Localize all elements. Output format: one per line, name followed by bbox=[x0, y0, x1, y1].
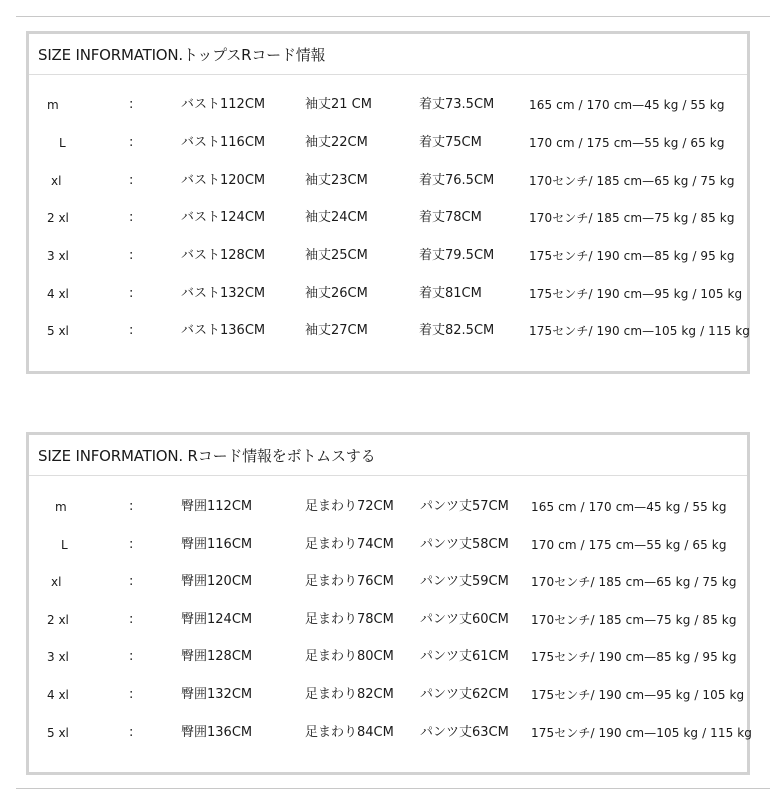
fit-range: 170 cm / 175 cm—55 kg / 65 kg bbox=[531, 538, 727, 552]
length-value: 着丈81CM bbox=[419, 286, 482, 301]
fit-range: 170センチ/ 185 cm—65 kg / 75 kg bbox=[529, 174, 735, 188]
size-label: 5 xl bbox=[47, 324, 69, 338]
bust-value: バスト116CM bbox=[181, 135, 266, 150]
tops-panel-title: SIZE INFORMATION.トップスRコード情報 bbox=[38, 46, 326, 64]
separator: : bbox=[129, 173, 134, 188]
table-row bbox=[29, 610, 747, 630]
separator: : bbox=[129, 135, 134, 150]
size-label: xl bbox=[51, 575, 62, 589]
hip-value: 臀囲116CM bbox=[181, 537, 253, 552]
sleeve-value: 袖丈25CM bbox=[305, 248, 368, 263]
inseam-value: パンツ丈60CM bbox=[420, 612, 509, 627]
separator: : bbox=[129, 97, 134, 112]
size-label: 3 xl bbox=[47, 650, 69, 664]
size-label: 4 xl bbox=[47, 688, 69, 702]
inseam-value: パンツ丈62CM bbox=[420, 687, 509, 702]
size-label: 5 xl bbox=[47, 726, 69, 740]
size-label: 4 xl bbox=[47, 287, 69, 301]
fit-range: 175センチ/ 190 cm—85 kg / 95 kg bbox=[529, 249, 735, 263]
table-row bbox=[29, 723, 753, 743]
inseam-value: パンツ丈57CM bbox=[420, 499, 509, 514]
table-row bbox=[29, 133, 747, 153]
table-row bbox=[29, 246, 747, 266]
size-label: 2 xl bbox=[47, 211, 69, 225]
table-row bbox=[29, 284, 747, 304]
length-value: 着丈75CM bbox=[419, 135, 482, 150]
bottoms-size-panel bbox=[26, 432, 753, 775]
sleeve-value: 袖丈24CM bbox=[305, 210, 368, 225]
separator: : bbox=[129, 537, 134, 552]
length-value: 着丈76.5CM bbox=[419, 173, 495, 188]
table-row bbox=[29, 497, 747, 517]
bust-value: バスト128CM bbox=[181, 248, 266, 263]
bottoms-panel-divider bbox=[29, 475, 747, 476]
fit-range: 175センチ/ 190 cm—95 kg / 105 kg bbox=[531, 688, 745, 702]
size-label: 2 xl bbox=[47, 613, 69, 627]
separator: : bbox=[129, 687, 134, 702]
hip-value: 臀囲124CM bbox=[181, 612, 253, 627]
size-label: xl bbox=[51, 174, 62, 188]
tops-size-panel bbox=[26, 31, 750, 374]
inseam-value: パンツ丈58CM bbox=[420, 537, 509, 552]
size-label: m bbox=[55, 500, 67, 514]
table-row bbox=[29, 572, 747, 592]
fit-range: 170センチ/ 185 cm—75 kg / 85 kg bbox=[529, 211, 735, 225]
sleeve-value: 袖丈21 CM bbox=[305, 97, 372, 112]
fit-range: 170 cm / 175 cm—55 kg / 65 kg bbox=[529, 136, 725, 150]
fit-range: 175センチ/ 190 cm—105 kg / 115 kg bbox=[529, 324, 751, 338]
fit-range: 170センチ/ 185 cm—65 kg / 75 kg bbox=[531, 575, 737, 589]
length-value: 着丈79.5CM bbox=[419, 248, 495, 263]
sleeve-value: 袖丈27CM bbox=[305, 323, 368, 338]
bust-value: バスト136CM bbox=[181, 323, 266, 338]
leg-value: 足まわり72CM bbox=[305, 499, 394, 514]
size-label: 3 xl bbox=[47, 249, 69, 263]
fit-range: 170センチ/ 185 cm—75 kg / 85 kg bbox=[531, 613, 737, 627]
separator: : bbox=[129, 210, 134, 225]
fit-range: 175センチ/ 190 cm—95 kg / 105 kg bbox=[529, 287, 743, 301]
sleeve-value: 袖丈23CM bbox=[305, 173, 368, 188]
fit-range: 165 cm / 170 cm—45 kg / 55 kg bbox=[529, 98, 725, 112]
leg-value: 足まわり76CM bbox=[305, 574, 394, 589]
bottoms-panel-title: SIZE INFORMATION. Rコード情報をボトムスする bbox=[38, 447, 376, 465]
separator: : bbox=[129, 248, 134, 263]
leg-value: 足まわり84CM bbox=[305, 725, 394, 740]
inseam-value: パンツ丈59CM bbox=[420, 574, 509, 589]
fit-range: 175センチ/ 190 cm—85 kg / 95 kg bbox=[531, 650, 737, 664]
table-row bbox=[29, 95, 747, 115]
tops-panel-divider bbox=[29, 74, 747, 75]
hip-value: 臀囲128CM bbox=[181, 649, 253, 664]
separator: : bbox=[129, 612, 134, 627]
separator: : bbox=[129, 725, 134, 740]
sleeve-value: 袖丈26CM bbox=[305, 286, 368, 301]
fit-range: 165 cm / 170 cm—45 kg / 55 kg bbox=[531, 500, 727, 514]
top-rule bbox=[16, 16, 770, 17]
inseam-value: パンツ丈63CM bbox=[420, 725, 509, 740]
bust-value: バスト112CM bbox=[181, 97, 266, 112]
fit-range: 175センチ/ 190 cm—105 kg / 115 kg bbox=[531, 726, 753, 740]
leg-value: 足まわり74CM bbox=[305, 537, 394, 552]
size-label: L bbox=[61, 538, 68, 552]
bottom-rule bbox=[16, 788, 770, 789]
table-row bbox=[29, 685, 747, 705]
table-row bbox=[29, 171, 747, 191]
hip-value: 臀囲132CM bbox=[181, 687, 253, 702]
hip-value: 臀囲136CM bbox=[181, 725, 253, 740]
separator: : bbox=[129, 574, 134, 589]
size-label: L bbox=[59, 136, 66, 150]
sleeve-value: 袖丈22CM bbox=[305, 135, 368, 150]
length-value: 着丈73.5CM bbox=[419, 97, 495, 112]
separator: : bbox=[129, 649, 134, 664]
length-value: 着丈78CM bbox=[419, 210, 482, 225]
inseam-value: パンツ丈61CM bbox=[420, 649, 509, 664]
separator: : bbox=[129, 286, 134, 301]
hip-value: 臀囲120CM bbox=[181, 574, 253, 589]
separator: : bbox=[129, 499, 134, 514]
bust-value: バスト132CM bbox=[181, 286, 266, 301]
leg-value: 足まわり78CM bbox=[305, 612, 394, 627]
length-value: 着丈82.5CM bbox=[419, 323, 495, 338]
bust-value: バスト124CM bbox=[181, 210, 266, 225]
hip-value: 臀囲112CM bbox=[181, 499, 253, 514]
table-row bbox=[29, 321, 751, 341]
table-row bbox=[29, 208, 747, 228]
bust-value: バスト120CM bbox=[181, 173, 266, 188]
leg-value: 足まわり82CM bbox=[305, 687, 394, 702]
table-row bbox=[29, 647, 747, 667]
table-row bbox=[29, 535, 747, 555]
size-label: m bbox=[47, 98, 59, 112]
leg-value: 足まわり80CM bbox=[305, 649, 394, 664]
separator: : bbox=[129, 323, 134, 338]
